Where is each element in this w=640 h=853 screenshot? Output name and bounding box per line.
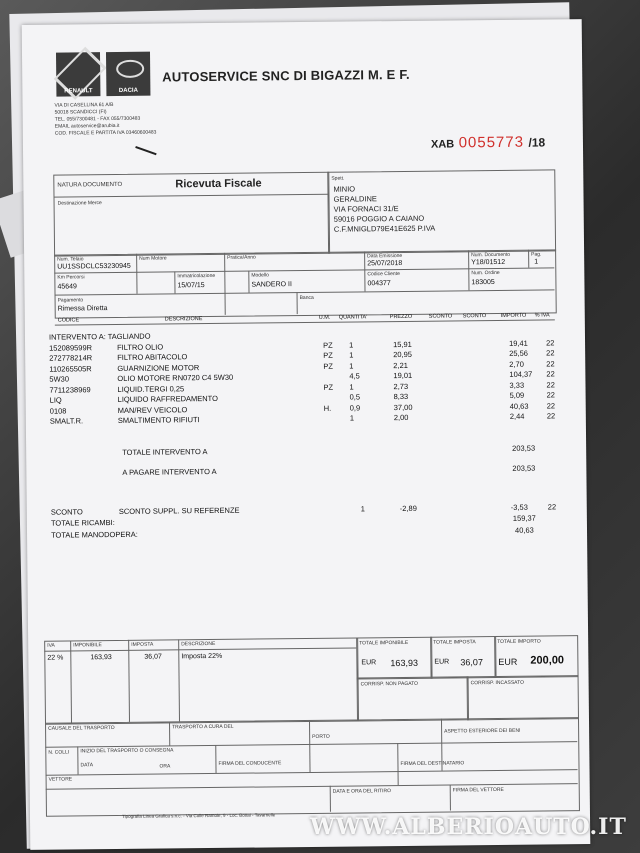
line-qty: 1 [349, 381, 354, 392]
column-header-row: CODICE [57, 317, 80, 324]
registration-date: 15/07/15 [177, 282, 205, 290]
renault-logo: RENAULT [56, 52, 100, 96]
line-amount: 40,63 [509, 401, 529, 411]
line-code: 110265505R [49, 363, 92, 374]
total-tax-value: 36,07 [460, 657, 483, 668]
line-code: 272778214R [49, 353, 93, 363]
line-desc: LIQUIDO RAFFREDAMENTO [117, 393, 218, 404]
company-name: AUTOSERVICE SNC DI BIGAZZI M. E F. [162, 66, 410, 85]
line-amount: 3,33 [509, 380, 525, 390]
line-amount: 25,56 [509, 348, 528, 358]
natura-label: NATURA DOCUMENTO [57, 181, 123, 189]
model-value: SANDERO II [251, 281, 292, 289]
line-um: PZ [323, 340, 333, 350]
destinazione-label: Destinazione Merce [57, 200, 102, 207]
doc-number-value: Y18/01512 [471, 258, 506, 267]
line-code: 152089599R [49, 342, 93, 353]
line-qty: 1 [349, 340, 354, 350]
line-desc: OLIO MOTORE RN0720 C4 5W30 [117, 372, 234, 383]
line-price: 2,00 [393, 412, 409, 423]
line-code: 5W30 [49, 374, 70, 384]
line-amount: 104,37 [509, 369, 533, 379]
sconto-desc: SCONTO SUPPL. SU REFERENZE [118, 505, 240, 516]
line-qty: 1 [349, 350, 354, 360]
line-desc: MAN/REV VEICOLO [117, 404, 188, 415]
line-desc: FILTRO OLIO [117, 341, 164, 352]
receipt-document: RENAULT DACIA AUTOSERVICE SNC DI BIGAZZI M. E F. VIA DI CASELLINA 61 A/B 50018 SCANDICCI (FI) TEL. 055/7300481 - FAX 055/7300483 EMAIL autoservice@arubia.it COD. FISCALE E PARTITA IVA 03460600483 XAB 0055773 /18 NATURA DOCUMENTO Ricevuta Fiscale Destinazione Merce Spett. MINIO GERALDINE VIA FORNACI 31/E 59016 POGGIO A CAIANO C.F.MNIGLD79E41E625 P.IVA Num. Telaio UU1SSDCLC53230945 Num Motore Pratica/Anno Data Emissione 25/07/2018 Num. Documento Y18/01512 Pag. 1 Km Percorsi 45649 Immatricolazione 15/07/15 Modello SANDERO II Codice Cliente 004377 Num. Ordine 183005 Pagamento Rimessa Diretta Banca CODICE DESCRIZIONE U.M. QUANTITA' PREZZO SCONTO SCONTO IMPORTO % IVA INTERVENTO A: TAGLIANDO 152089599R FILTRO OLIO PZ 1 15,91 19,41 22 272778214R FILTRO ABITACOLO PZ 1 20,95 25,56 22 110265505R GUARNIZIONE MOTOR PZ 1 2,21 2,70 22 5W30 OLIO MOTORE RN0720 C4 5W30 4,5 19,01 104,37 22 7711238969 LIQUID.TERGI 0,25 PZ 1 2,73 3,33 22 LIQ LIQUIDO RAFFREDAMENTO 0,5 8,33 5,09 22 0108 MAN/REV VEICOLO H. 0,9 37,00 40,63 22 SMALT.R. SMALTIMENTO RIFIUTI 1 2,00 2,44 22 TOTALE INTERVENTO A 203,53 A PAGARE INTERVENTO A 203,53 SCONTO SCONTO SUPPL. SU REFERENZE 1 -2,89 -3,53 22 TOTALE RICAMBI: 159,37 TOTALE MANODOPERA: 40,63 IVA 22 % IMPONIBILE 163,93 IMPOSTA 36,07 DESCRIZIONE Imposta 22% TOTALE IMPONIBILE EUR 163,93 TOTALE IMPOSTA EUR 36,07 TOTALE IMPORTO EUR 200,00 CORRISP. NON PAGATO CORRISP. INCASSATO CAUSALE DEL TRASPORTO TRASPORTO A CURA DEL PORTO ASPETTO ESTERIORE DEI BENI N. COLLI INIZIO DEL TRASPORTO O CONSEGNA DATA ORA FIRMA DEL CONDUCENTE FIRMA DEL DESTINATARIO VETTORE DATA E ORA DEL RITIRO FIRMA DEL VETTORE Tipografia Linea Grafica s.n.c. - Via Colle Ramole, 9 - Loc. Bottai - Tavarnelle [22, 19, 591, 850]
dacia-emblem-icon [116, 60, 144, 78]
printer-line: Tipografia Linea Grafica s.n.c. - Via Colle Ramole, 9 - Loc. Bottai - Tavarnelle [121, 812, 276, 819]
line-iva: 22 [546, 369, 555, 379]
totale-manodopera-label: TOTALE MANODOPERA: [50, 529, 138, 540]
line-um: PZ [323, 361, 333, 371]
line-code: 0108 [49, 406, 67, 416]
totale-manodopera-value: 40,63 [514, 525, 534, 535]
line-iva: 22 [546, 337, 555, 347]
company-address: VIA DI CASELLINA 61 A/B 50018 SCANDICCI (FI) TEL. 055/7300481 - FAX 055/7300483 EMAIL autoservice@arubia.it COD. FISCALE E PARTITA IVA 03460600483 [54, 101, 157, 137]
line-qty: 4,5 [349, 371, 360, 381]
line-qty: 0,9 [349, 402, 361, 413]
line-amount: 5,09 [509, 390, 525, 400]
line-um: PZ [323, 350, 333, 360]
customer-address: MINIO GERALDINE VIA FORNACI 31/E 59016 POGGIO A CAIANO C.F.MNIGLD79E41E625 P.IVA [333, 184, 436, 234]
watermark: WWW.ALBERIOAUTO.IT [310, 814, 627, 840]
imposta-value: 36,07 [144, 653, 162, 661]
totale-ricambi-label: TOTALE RICAMBI: [50, 518, 115, 528]
totale-intervento-value: 203,53 [512, 443, 536, 453]
line-iva: 22 [546, 411, 556, 421]
dacia-logo: DACIA [106, 52, 150, 96]
line-price: 2,21 [393, 360, 408, 370]
order-number: 183005 [471, 279, 495, 287]
line-price: 19,01 [393, 370, 413, 381]
page-number: 1 [534, 258, 539, 266]
imponibile-value: 163,93 [90, 654, 112, 662]
line-price: 2,73 [393, 381, 409, 391]
total-amount-value: 200,00 [530, 654, 565, 667]
line-um: PZ [323, 382, 334, 392]
line-desc: LIQUID.TERGI 0,25 [117, 383, 185, 394]
line-desc: FILTRO ABITACOLO [117, 352, 188, 362]
line-iva: 22 [546, 348, 555, 358]
line-price: 8,33 [393, 391, 409, 402]
line-qty: 1 [349, 413, 355, 423]
issue-date: 25/07/2018 [367, 259, 403, 268]
line-desc: SMALTIMENTO RIFIUTI [117, 415, 200, 425]
line-code: LIQ [49, 395, 62, 405]
vat-description: Imposta 22% [181, 652, 223, 661]
sconto-price: -2,89 [399, 503, 417, 514]
sconto-code: SCONTO [50, 507, 83, 517]
iva-rate: 22 % [47, 654, 64, 662]
sconto-amount: -3,53 [510, 502, 528, 512]
pen-mark [135, 146, 156, 155]
line-qty: 0,5 [349, 392, 361, 402]
line-um: H. [323, 403, 332, 413]
line-iva: 22 [546, 379, 555, 389]
line-desc: GUARNIZIONE MOTOR [117, 362, 200, 373]
document-type: Ricevuta Fiscale [175, 177, 262, 191]
totale-intervento-label: TOTALE INTERVENTO A [122, 447, 208, 457]
line-amount: 2,70 [509, 359, 524, 369]
line-code: SMALT.R. [49, 416, 84, 426]
line-iva: 22 [546, 358, 555, 368]
line-amount: 2,44 [509, 411, 525, 421]
payment-value: Rimessa Diretta [57, 305, 108, 313]
total-taxable-value: 163,93 [390, 657, 418, 669]
line-price: 37,00 [393, 402, 413, 412]
document-number: XAB 0055773 /18 [430, 133, 546, 152]
totale-ricambi-value: 159,37 [512, 513, 536, 523]
a-pagare-value: 203,53 [512, 463, 536, 473]
line-code: 7711238969 [49, 384, 91, 395]
km-value: 45649 [57, 283, 77, 291]
line-qty: 1 [349, 360, 354, 371]
line-price: 15,91 [393, 339, 412, 349]
line-iva: 22 [546, 390, 555, 400]
vin-value: UU1SSDCLC53230945 [57, 262, 131, 271]
customer-code: 004377 [367, 280, 391, 288]
line-code: INTERVENTO A: TAGLIANDO [48, 331, 151, 342]
line-amount: 19,41 [509, 338, 528, 348]
line-iva: 22 [546, 400, 556, 410]
a-pagare-label: A PAGARE INTERVENTO A [122, 466, 217, 477]
line-price: 20,95 [393, 349, 412, 360]
